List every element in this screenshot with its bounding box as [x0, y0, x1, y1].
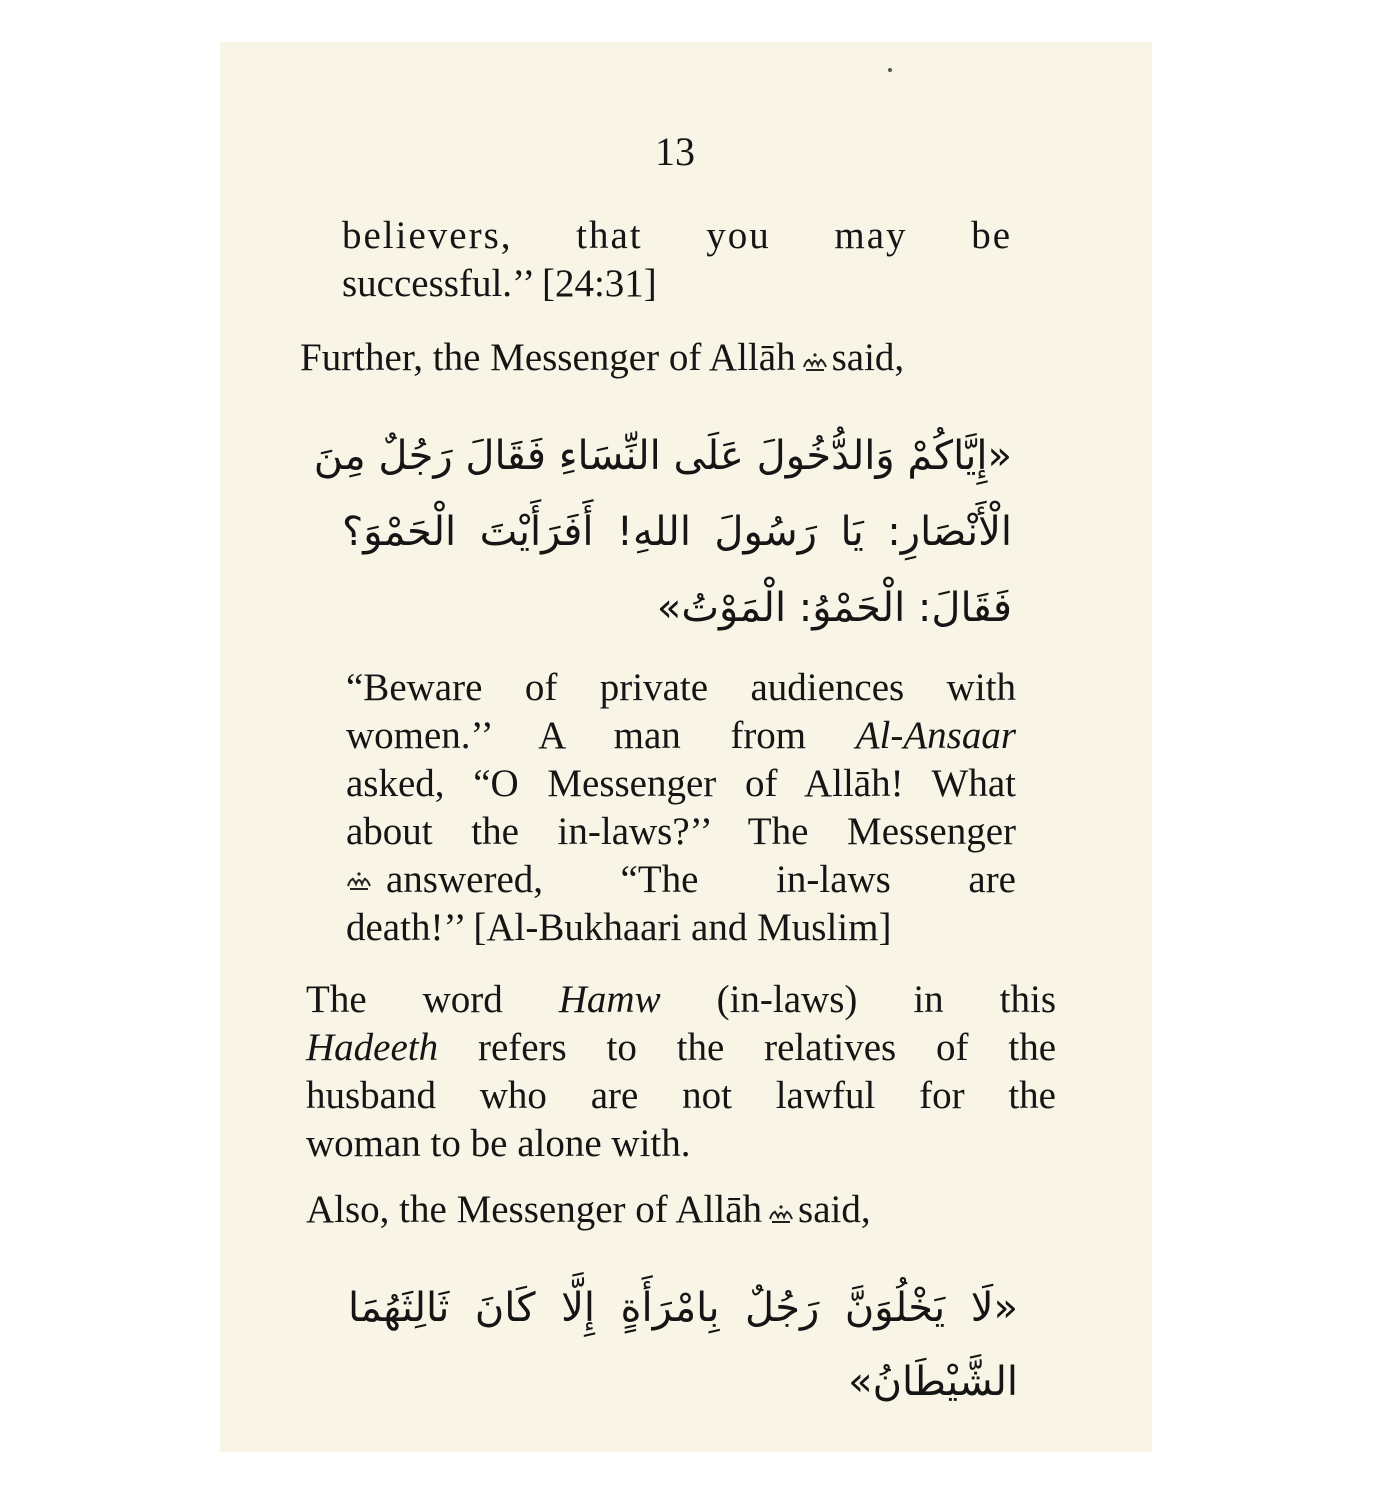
- explanation-text: (in-laws) in this: [716, 978, 1057, 1021]
- arabic-hadith-2-line-2: الشَّيْطَانُ»: [848, 1359, 1018, 1405]
- hadith-intro-line-2: [306, 1186, 871, 1234]
- explanation-line-1: [306, 976, 1056, 1024]
- salawat-icon: [768, 1203, 794, 1225]
- translation-text: answered, “The in-laws are: [386, 858, 1016, 901]
- intro-text: Further, the Messenger of Allāh: [300, 336, 796, 379]
- hamw-term: Hamw: [558, 978, 661, 1021]
- explanation-line-3: husband who are not lawful for the: [306, 1074, 1056, 1117]
- explanation-line-4: woman to be alone with.: [306, 1122, 691, 1165]
- page-number: 13: [655, 129, 695, 174]
- arabic-hadith-1-line-2: الْأَنْصَارِ: يَا رَسُولَ اللهِ! أَفَرَأَيْتَ الْحَمْوَ؟: [342, 509, 1012, 555]
- arabic-hadith-1-line-3: فَقَالَ: الْحَمْوُ: الْمَوْتُ»: [656, 585, 1012, 631]
- salawat-icon: [346, 870, 372, 892]
- paper-speck: [888, 68, 892, 72]
- said-text: said,: [831, 336, 905, 379]
- explanation-text: The word: [306, 978, 503, 1021]
- translation-line-3: asked, “O Messenger of Allāh! What: [346, 762, 1016, 805]
- translation-line-2: [346, 712, 1016, 760]
- hadith-intro-line: [300, 334, 904, 382]
- salawat-icon: [802, 351, 828, 373]
- intro-text: Also, the Messenger of Allāh: [306, 1188, 763, 1231]
- explanation-text: refers to the relatives of the: [477, 1026, 1057, 1069]
- said-text: said,: [798, 1188, 871, 1231]
- translation-line-1: “Beware of private audiences with: [346, 666, 1016, 709]
- book-page: [220, 42, 1152, 1452]
- explanation-line-2: [306, 1024, 1056, 1072]
- translation-line-6: death!’’ [Al-Bukhaari and Muslim]: [346, 906, 892, 949]
- hadeeth-term: Hadeeth: [306, 1026, 439, 1069]
- translation-text: women.’’ A man from: [346, 714, 807, 757]
- translation-line-4: about the in-laws?’’ The Messenger: [346, 810, 1016, 853]
- al-ansaar-term: Al-Ansaar: [855, 714, 1017, 757]
- translation-line-5: [346, 856, 1016, 904]
- arabic-hadith-1-line-1: «إِيَّاكُمْ وَالدُّخُولَ عَلَى النِّسَاءِ فَقَالَ رَجُلٌ مِنَ: [313, 433, 1012, 479]
- arabic-hadith-2-line-1: «لَا يَخْلُوَنَّ رَجُلٌ بِامْرَأَةٍ إِلَّا كَانَ ثَالِثَهُمَا: [348, 1285, 1018, 1331]
- verse-line-2: successful.’’ [24:31]: [342, 262, 657, 305]
- verse-line-1: believers, that you may be: [342, 214, 1012, 257]
